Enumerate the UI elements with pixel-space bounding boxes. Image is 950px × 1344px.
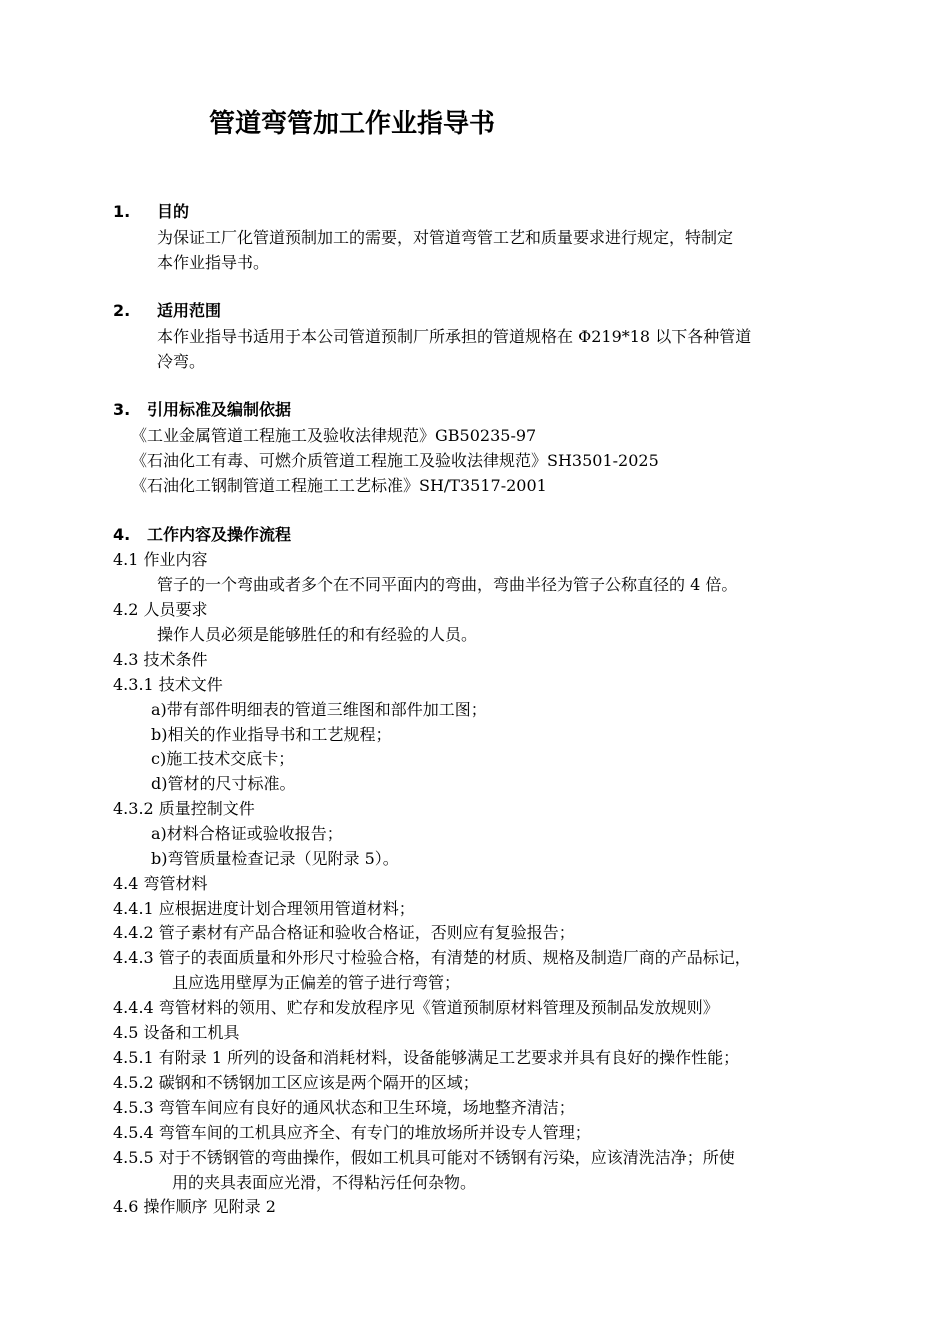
- section-4-number: 4.: [113, 525, 131, 544]
- section-2-number: 2.: [113, 301, 131, 320]
- body-text: 4.5.5 对于不锈钢管的弯曲操作，假如工机具可能对不锈钢有污染，应该清洗洁净；所使: [113, 1148, 735, 1167]
- body-text: 4.4.3 管子的表面质量和外形尺寸检验合格，有清楚的材质、规格及制造厂商的产品标记，: [113, 948, 751, 967]
- subsection-heading: 4.3.2 质量控制文件: [113, 799, 255, 818]
- subsection-heading: 4.5 设备和工机具: [113, 1023, 240, 1042]
- body-text: 用的夹具表面应光滑，不得粘污任何杂物。: [172, 1173, 477, 1192]
- body-text: 且应选用壁厚为正偏差的管子进行弯管；: [172, 973, 461, 992]
- section-2-text-line-2: 冷弯。: [157, 352, 206, 371]
- section-1-text-line-1: 为保证工厂化管道预制加工的需要，对管道弯管工艺和质量要求进行规定，特制定: [157, 228, 734, 247]
- body-text: 操作人员必须是能够胜任的和有经验的人员。: [157, 625, 478, 644]
- subsection-heading: 4.3 技术条件: [113, 650, 208, 669]
- subsection-heading: 4.4 弯管材料: [113, 874, 208, 893]
- body-text: 4.4.2 管子素材有产品合格证和验收合格证，否则应有复验报告；: [113, 923, 575, 942]
- section-2-heading: 适用范围: [157, 301, 222, 320]
- section-4-heading: 工作内容及操作流程: [147, 525, 292, 544]
- body-text: 4.5.2 碳钢和不锈钢加工区应该是两个隔开的区域；: [113, 1073, 479, 1092]
- list-item: c)施工技术交底卡；: [151, 749, 295, 768]
- section-3-heading: 引用标准及编制依据: [147, 400, 292, 419]
- list-item: a)材料合格证或验收报告；: [151, 824, 343, 843]
- list-item: b)弯管质量检查记录（见附录 5）。: [151, 849, 399, 868]
- subsection-heading: 4.3.1 技术文件: [113, 675, 223, 694]
- subsection-heading: 4.1 作业内容: [113, 550, 208, 569]
- body-text: 4.5.1 有附录 1 所列的设备和消耗材料，设备能够满足工艺要求并具有良好的操作性能；: [113, 1048, 740, 1067]
- body-text: 4.4.4 弯管材料的领用、贮存和发放程序见《管道预制原材料管理及预制品发放规则》: [113, 998, 719, 1017]
- body-text: 4.4.1 应根据进度计划合理领用管道材料；: [113, 899, 415, 918]
- body-text: 4.5.4 弯管车间的工机具应齐全、有专门的堆放场所并设专人管理；: [113, 1123, 591, 1142]
- section-3-number: 3.: [113, 400, 131, 419]
- list-item: b)相关的作业指导书和工艺规程；: [151, 725, 392, 744]
- section-1-heading: 目的: [157, 202, 190, 221]
- body-text: 管子的一个弯曲或者多个在不同平面内的弯曲，弯曲半径为管子公称直径的 4 倍。: [157, 575, 738, 594]
- reference-item: 《石油化工有毒、可燃介质管道工程施工及验收法律规范》SH3501-2025: [131, 451, 659, 470]
- section-1-number: 1.: [113, 202, 131, 221]
- subsection-heading: 4.6 操作顺序 见附录 2: [113, 1197, 276, 1216]
- reference-item: 《工业金属管道工程施工及验收法律规范》GB50235-97: [131, 426, 537, 445]
- section-1-text-line-2: 本作业指导书。: [157, 253, 270, 272]
- subsection-heading: 4.2 人员要求: [113, 600, 208, 619]
- document-title: 管道弯管加工作业指导书: [209, 109, 496, 139]
- reference-item: 《石油化工钢制管道工程施工工艺标准》SH/T3517-2001: [131, 476, 547, 495]
- list-item: a)带有部件明细表的管道三维图和部件加工图；: [151, 700, 487, 719]
- list-item: d)管材的尺寸标准。: [151, 774, 296, 793]
- section-2-text-line-1: 本作业指导书适用于本公司管道预制厂所承担的管道规格在 Φ219*18 以下各种管道: [157, 327, 752, 346]
- body-text: 4.5.3 弯管车间应有良好的通风状态和卫生环境，场地整齐清洁；: [113, 1098, 575, 1117]
